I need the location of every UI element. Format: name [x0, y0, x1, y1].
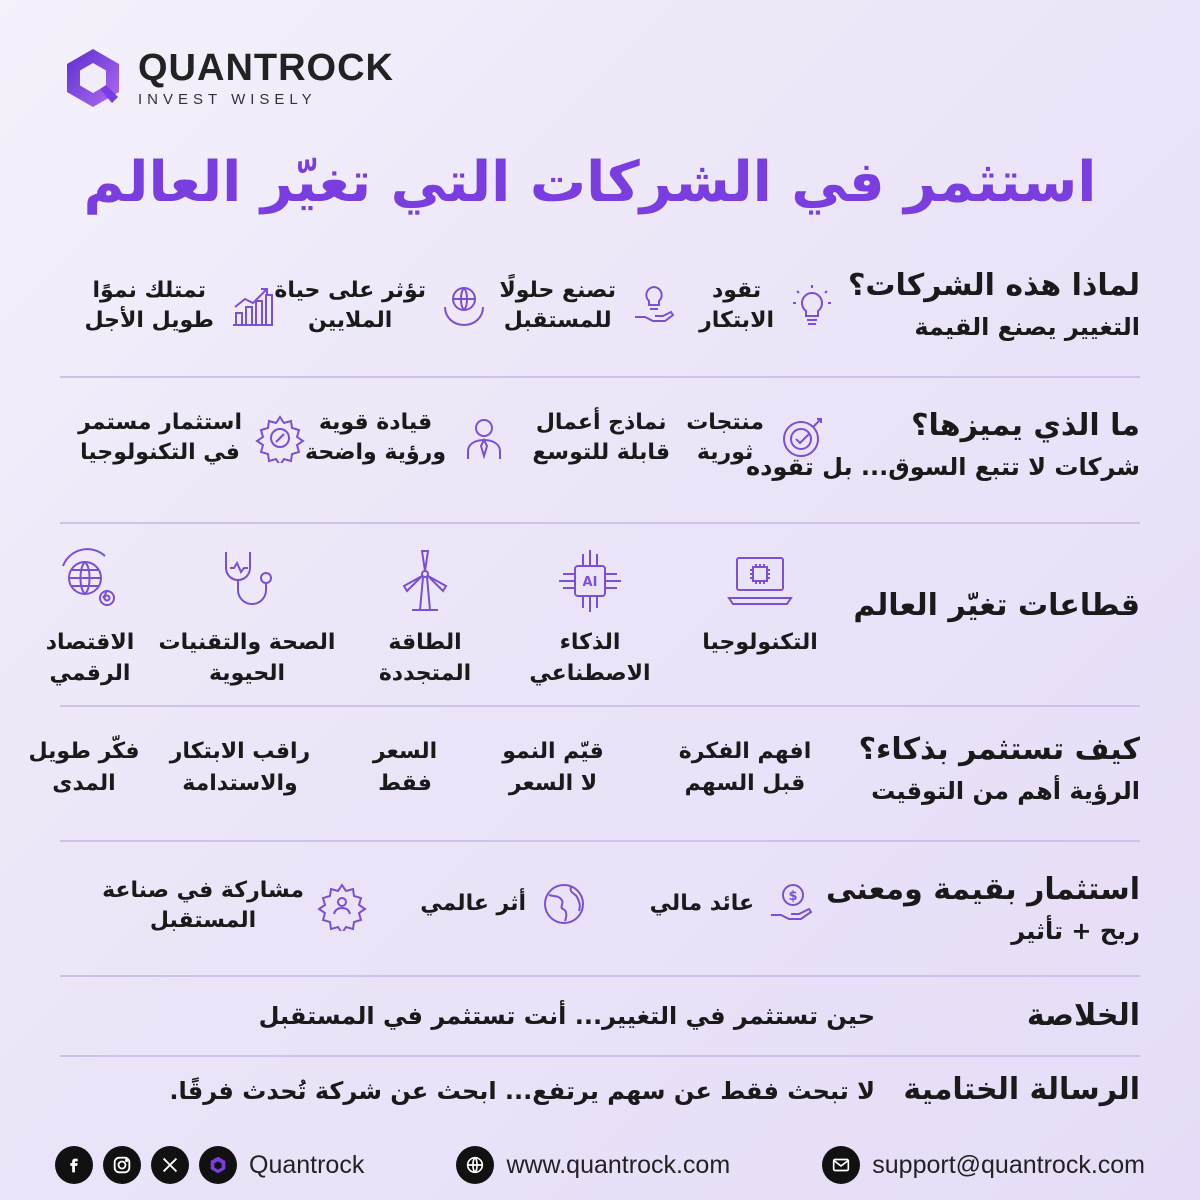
divider	[60, 1055, 1140, 1057]
digital-globe-icon	[55, 546, 125, 616]
list-item: التكنولوجيا	[690, 546, 830, 659]
idea-hand-icon	[626, 278, 682, 334]
target-icon	[774, 410, 830, 466]
growth-chart-icon	[224, 278, 280, 334]
section-title: استثمار بقيمة ومعنى	[826, 872, 1140, 907]
list-item: تمتلك نموًا طويل الأجل	[85, 276, 281, 335]
section-subtitle: ربح + تأثير	[1011, 917, 1140, 945]
section-subtitle: الرؤية أهم من التوقيت	[871, 777, 1140, 805]
section-distinct	[60, 408, 1140, 518]
list-item: فكّر طويل المدى	[28, 739, 140, 796]
quantrock-icon[interactable]	[199, 1146, 237, 1184]
section-title: لماذا هذه الشركات؟	[847, 268, 1140, 303]
list-item: استثمار مستمر في التكنولوجيا	[78, 408, 308, 467]
list-item: $ عائد مالي	[650, 876, 820, 932]
social-links	[55, 1146, 364, 1184]
list-item: تؤثر على حياة الملايين	[274, 276, 492, 335]
list-item: السعر فقط	[372, 739, 438, 796]
section-sectors	[45, 540, 1140, 700]
list-item: AI الذكاء الاصطناعي	[510, 546, 670, 690]
list-item: افهم الفكرة قبل السهم	[678, 739, 812, 796]
divider	[60, 522, 1140, 524]
money-hand-icon	[764, 876, 820, 932]
quantrock-logo-icon	[60, 45, 126, 111]
section-why	[60, 268, 1140, 368]
list-item: قيّم النمو لا السعر	[502, 739, 604, 796]
section-value	[60, 872, 1140, 972]
laptop-chip-icon	[725, 546, 795, 616]
footer	[55, 1140, 1145, 1190]
section-title: كيف تستثمر بذكاء؟	[858, 732, 1140, 767]
stethoscope-icon	[212, 546, 282, 616]
globe-hands-icon	[436, 278, 492, 334]
section-title: قطاعات تغيّر العالم	[853, 588, 1140, 623]
list-item: الاقتصاد الرقمي	[30, 546, 150, 690]
section-how	[28, 732, 1140, 832]
list-item: تصنع حلولًا للمستقبل	[499, 276, 682, 335]
list-item: أثر عالمي	[420, 876, 592, 932]
wind-turbine-icon	[390, 546, 460, 616]
facebook-icon[interactable]	[55, 1146, 93, 1184]
gear-wrench-icon	[252, 410, 308, 466]
social-name[interactable]: Quantrock	[249, 1150, 365, 1179]
brand-tagline: INVEST WISELY	[138, 90, 317, 108]
divider	[60, 840, 1140, 842]
list-item: مشاركة في صناعة المستقبل	[102, 876, 370, 935]
svg-text:$: $	[788, 889, 798, 904]
section-title: ما الذي يميزها؟	[911, 408, 1140, 443]
list-item: نماذج أعمال قابلة للتوسع	[532, 410, 670, 465]
globe-icon	[536, 876, 592, 932]
email-link[interactable]	[822, 1146, 1145, 1184]
section-subtitle: شركات لا تتبع السوق... بل تقوده	[745, 453, 1140, 481]
list-item: منتجات ثورية	[686, 408, 830, 467]
svg-text:AI: AI	[582, 575, 598, 590]
mail-icon	[822, 1146, 860, 1184]
divider	[60, 376, 1140, 378]
list-item: الصحة والتقنيات الحيوية	[152, 546, 342, 690]
section-subtitle: التغيير يصنع القيمة	[914, 313, 1140, 341]
divider	[60, 975, 1140, 977]
list-item: الطاقة المتجددة	[355, 546, 495, 690]
brand-name: QUANTROCK	[138, 46, 394, 89]
email-text[interactable]: support@quantrock.com	[872, 1150, 1145, 1179]
instagram-icon[interactable]	[103, 1146, 141, 1184]
website-link[interactable]	[456, 1146, 730, 1184]
x-icon[interactable]	[151, 1146, 189, 1184]
globe-icon	[456, 1146, 494, 1184]
divider	[60, 705, 1140, 707]
closing-text: لا تبحث فقط عن سهم يرتفع... ابحث عن شركة تُحدث فرقًا.	[169, 1077, 875, 1105]
gear-person-icon	[314, 878, 370, 934]
closing-label: الرسالة الختامية	[903, 1072, 1140, 1107]
website-text[interactable]: www.quantrock.com	[506, 1150, 731, 1179]
lightbulb-icon	[784, 278, 840, 334]
ai-chip-icon	[555, 546, 625, 616]
summary-text: حين تستثمر في التغيير... أنت تستثمر في المستقبل	[258, 1002, 875, 1030]
page-title: استثمر في الشركات التي تغيّر العالم	[83, 150, 1097, 215]
list-item: راقب الابتكار والاستدامة	[169, 739, 311, 796]
leader-icon	[456, 410, 512, 466]
list-item: تقود الابتكار	[699, 276, 840, 335]
summary-label: الخلاصة	[1026, 998, 1140, 1033]
list-item: قيادة قوية ورؤية واضحة	[305, 408, 512, 467]
brand-logo	[60, 45, 394, 111]
